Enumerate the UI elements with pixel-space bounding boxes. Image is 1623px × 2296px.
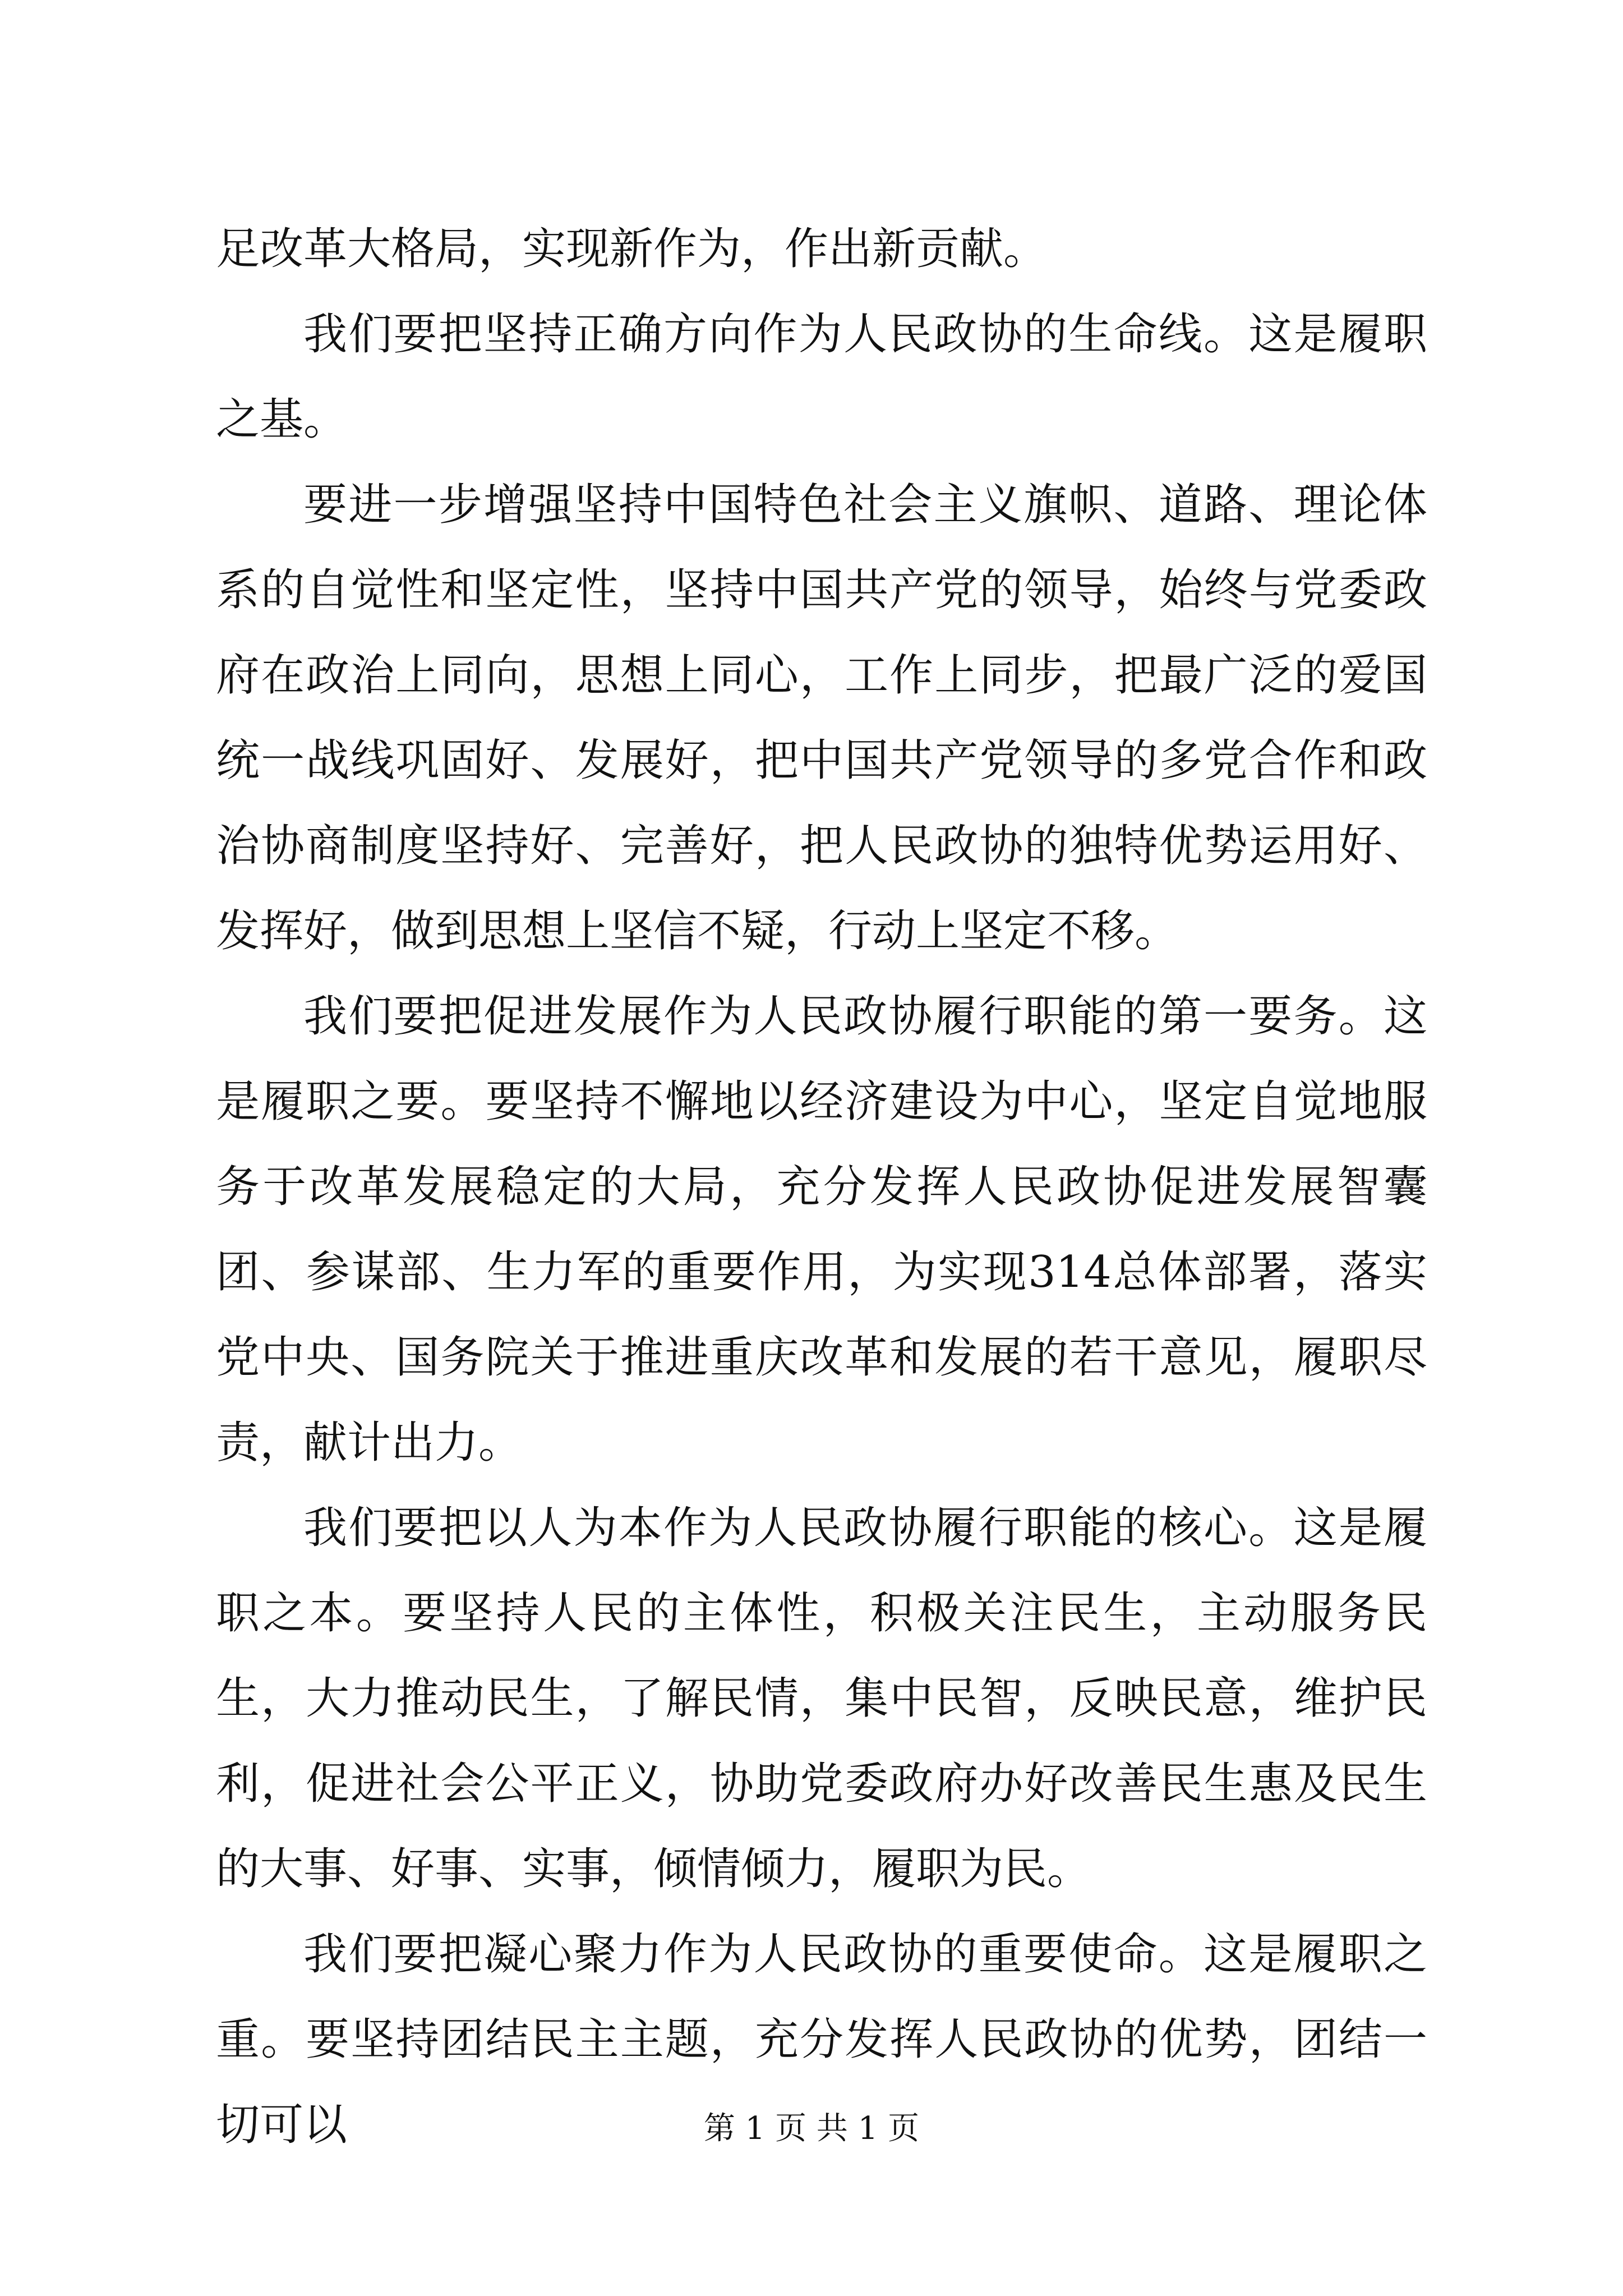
page-footer bbox=[0, 2109, 1623, 2148]
paragraph-5: 我们要把以人为本作为人民政协履行职能的核心。这是履职之本。要坚持人民的主体性，积极关注民生，主动服务民生，大力推动民生，了解民情，集中民智，反映民意，维护民利，促进社会公平正义，协助党委政府办好改善民生惠及民生的大事、好事、实事，倾情倾力，履职为民。 bbox=[216, 1503, 1427, 1894]
paragraph-6: 我们要把凝心聚力作为人民政协的重要使命。这是履职之重。要坚持团结民主主题，充分发挥人民政协的优势，团结一切可以 bbox=[216, 1929, 1427, 2150]
paragraph-3: 要进一步增强坚持中国特色社会主义旗帜、道路、理论体系的自觉性和坚定性，坚持中国共产党的领导，始终与党委政府在政治上同向，思想上同心，工作上同步，把最广泛的爱国统一战线巩固好、发展好，把中国共产党领导的多党合作和政治协商制度坚持好、完善好，把人民政协的独特优势运用好、发挥好，做到思想上坚信不疑，行动上坚定不移。 bbox=[216, 480, 1427, 956]
paragraph-4: 我们要把促进发展作为人民政协履行职能的第一要务。这是履职之要。要坚持不懈地以经济建设为中心，坚定自觉地服务于改革发展稳定的大局，充分发挥人民政协促进发展智囊团、参谋部、生力军的重要作用，为实现314总体部署，落实党中央、国务院关于推进重庆改革和发展的若干意见，履职尽责，献计出力。 bbox=[216, 991, 1427, 1468]
document-body bbox=[216, 206, 1427, 2168]
page-number: 第 1 页 共 1 页 bbox=[703, 2110, 920, 2147]
paragraph-2: 我们要把坚持正确方向作为人民政协的生命线。这是履职之基。 bbox=[216, 309, 1427, 445]
paragraph-1: 足改革大格局，实现新作为，作出新贡献。 bbox=[216, 224, 1048, 274]
